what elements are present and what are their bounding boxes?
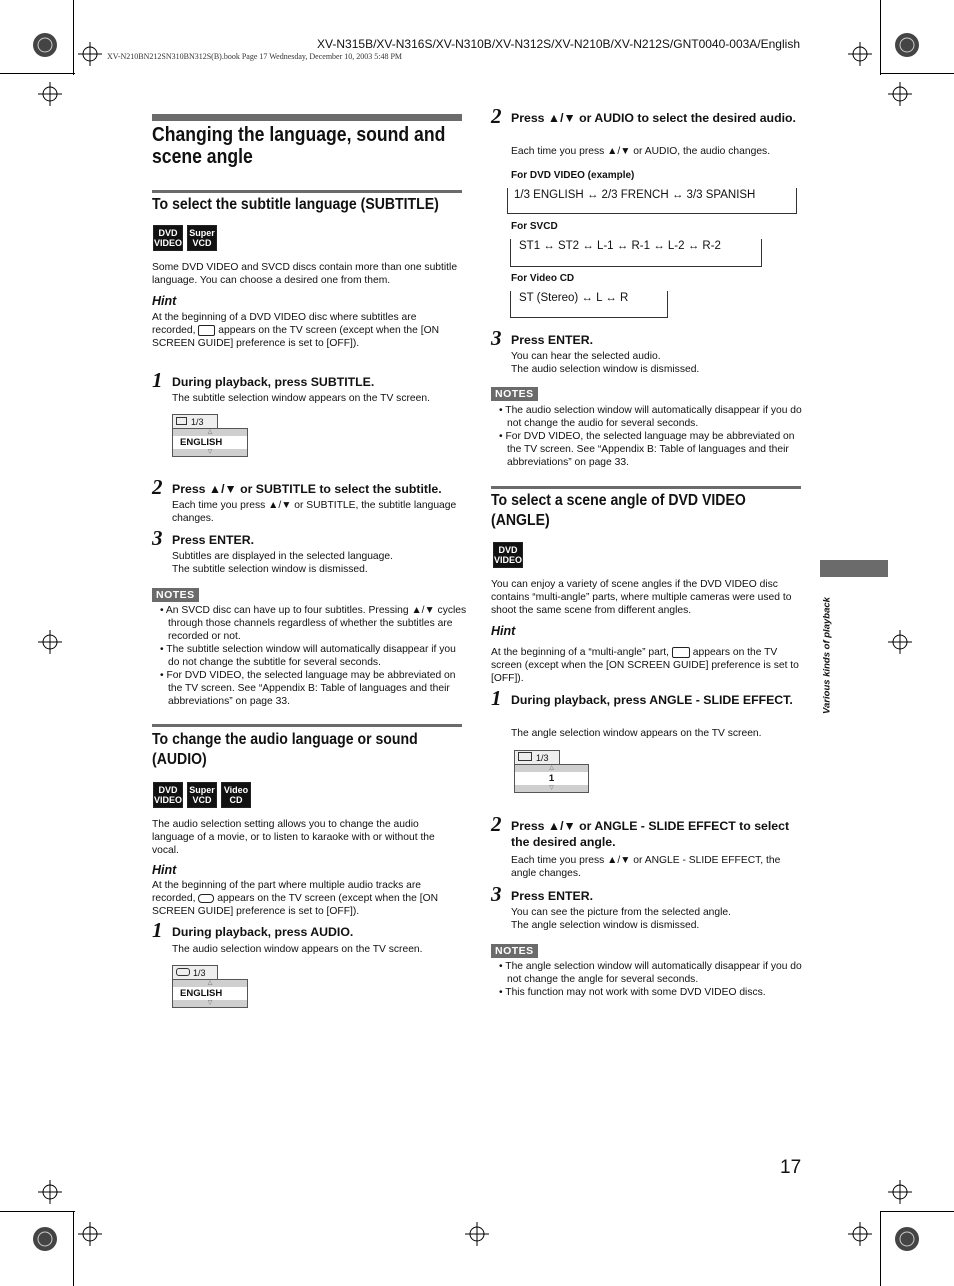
notes-label: NOTES	[152, 588, 199, 602]
step-number: 3	[491, 882, 502, 906]
step-number: 2	[491, 812, 502, 836]
section-rule	[491, 486, 801, 489]
side-label: Various kinds of playback	[821, 597, 833, 714]
section-tab	[820, 560, 888, 577]
disc-logos	[493, 542, 523, 568]
crosshair-icon	[888, 82, 912, 106]
hint-label: Hint	[491, 624, 516, 638]
osd-count: 1/3	[193, 968, 206, 978]
step-description: You can hear the selected audio. The audio selection window is dismissed.	[511, 351, 700, 375]
subtitle-intro: Some DVD VIDEO and SVCD discs contain more than one subtitle language. You can choose a desired one from them.	[152, 262, 458, 286]
model-header: XV-N315B/XV-N316S/XV-N310B/XV-N312S/XV-N210B/XV-N212S/GNT0040-003A/English	[317, 37, 800, 51]
up-arrow-icon: △	[173, 429, 247, 436]
disc-logos	[153, 782, 251, 808]
dvd-video-logo: DVD VIDEO	[153, 225, 183, 251]
list-item: • The angle selection window will automatically disappear if you do not change the angle for several seconds.	[499, 961, 802, 985]
notes-list	[152, 604, 470, 708]
super-vcd-logo: Super VCD	[187, 225, 217, 251]
subtitle-osd-window	[172, 414, 248, 457]
down-arrow-icon: ▽	[173, 1000, 247, 1007]
step-description: Subtitles are displayed in the selected language. The subtitle selection window is dismissed.	[172, 551, 393, 575]
angle-hint: At the beginning of a “multi-angle” part, appears on the TV screen (except when the [ON SCREEN GUIDE] preference is set to [OFF]).	[491, 647, 799, 684]
audio-osd-window	[172, 965, 248, 1008]
list-item: • The subtitle selection window will automatically disappear if you do not change the subtitle for several seconds.	[160, 644, 456, 668]
step-description: Each time you press ▲/▼ or AUDIO, the audio changes.	[511, 146, 771, 157]
step-instruction: Press ENTER.	[511, 333, 594, 347]
title-bar	[152, 114, 462, 121]
notes-label: NOTES	[491, 944, 538, 958]
step-instruction: Press ▲/▼ or AUDIO to select the desired audio.	[511, 111, 796, 125]
crosshair-icon	[848, 42, 872, 66]
section-rule	[152, 724, 462, 727]
notes-label: NOTES	[491, 387, 538, 401]
step-description: Each time you press ▲/▼ or SUBTITLE, the subtitle language changes.	[172, 500, 457, 524]
list-item: • This function may not work with some DVD VIDEO discs.	[499, 987, 766, 998]
crosshair-icon	[78, 1222, 102, 1246]
registration-target-icon	[31, 1225, 59, 1253]
list-item: • The audio selection window will automatically disappear if you do not change the audio for several seconds.	[499, 405, 802, 429]
down-arrow-icon: ▽	[173, 449, 247, 456]
step-instruction: During playback, press AUDIO.	[172, 925, 354, 939]
angle-heading: To select a scene angle of DVD VIDEO (ANGLE)	[491, 492, 746, 529]
page-number: 17	[780, 1157, 802, 1178]
list-item: • For DVD VIDEO, the selected language may be abbreviated on the TV screen. See “Appendix B: Table of languages and their abbreviations” on page 33.	[499, 431, 795, 468]
step-description: The angle selection window appears on the TV screen.	[511, 728, 762, 739]
flow-dvd: 1/3 ENGLISH ↔ 2/3 FRENCH ↔ 3/3 SPANISH	[507, 188, 797, 214]
crosshair-icon	[848, 1222, 872, 1246]
step-number: 2	[152, 475, 163, 499]
subtitle-hint: At the beginning of a DVD VIDEO disc where subtitles are recorded, appears on the TV screen (except when the [ON SCREEN GUIDE] preference is set to [OFF]).	[152, 312, 440, 349]
audio-hint: At the beginning of the part where multiple audio tracks are recorded, appears on the TV screen (except when the [ON SCREEN GUIDE] preference is set to [OFF]).	[152, 880, 439, 917]
step-instruction: Press ENTER.	[511, 889, 594, 903]
registration-target-icon	[893, 1225, 921, 1253]
list-item: • For DVD VIDEO, the selected language may be abbreviated on the TV screen. See “Appendix B: Table of languages and their abbreviations” on page 33.	[160, 670, 456, 707]
audio-intro: The audio selection setting allows you to change the audio language of a movie, or to listen to karaoke with or without the vocal.	[152, 819, 435, 856]
hint-label: Hint	[152, 294, 177, 308]
crosshair-icon	[888, 630, 912, 654]
disc-logos	[153, 225, 217, 251]
step-number: 3	[152, 526, 163, 550]
notes-list	[491, 960, 809, 999]
list-item: • An SVCD disc can have up to four subtitles. Pressing ▲/▼ cycles through those channels regardless of whether the subtitles are recorded or not.	[160, 605, 467, 642]
dvd-video-logo: DVD VIDEO	[493, 542, 523, 568]
step-instruction: Press ▲/▼ or SUBTITLE to select the subtitle.	[172, 482, 442, 496]
osd-value: ENGLISH	[180, 988, 223, 999]
flow-label: For SVCD	[511, 221, 558, 232]
step-description: The subtitle selection window appears on the TV screen.	[172, 393, 430, 404]
registration-target-icon	[893, 31, 921, 59]
flow-vcd: ST (Stereo) ↔ L ↔ R	[510, 291, 668, 318]
hint-label: Hint	[152, 863, 177, 877]
notes-list	[491, 404, 809, 469]
flow-label: For DVD VIDEO (example)	[511, 170, 635, 181]
step-number: 1	[152, 918, 163, 942]
step-instruction: Press ENTER.	[172, 533, 255, 547]
subtitle-heading: To select the subtitle language (SUBTITLE)	[152, 196, 439, 213]
step-instruction: Press ▲/▼ or ANGLE - SLIDE EFFECT to select the desired angle.	[511, 819, 790, 849]
angle-osd-window	[514, 750, 589, 793]
osd-value: 1	[548, 773, 555, 784]
up-arrow-icon: △	[515, 765, 588, 772]
video-cd-logo: Video CD	[221, 782, 251, 808]
step-number: 2	[491, 104, 502, 128]
angle-intro: You can enjoy a variety of scene angles if the DVD VIDEO disc contains “multi-angle” parts, where multiple cameras were used to shoot the same scene from different angles.	[491, 579, 792, 616]
step-description: You can see the picture from the selected angle. The angle selection window is dismissed.	[511, 907, 732, 931]
osd-count: 1/3	[536, 753, 549, 763]
step-description: The audio selection window appears on the TV screen.	[172, 944, 423, 955]
dvd-video-logo: DVD VIDEO	[153, 782, 183, 808]
step-instruction: During playback, press ANGLE - SLIDE EFFECT.	[511, 693, 793, 707]
step-number: 1	[491, 686, 502, 710]
osd-count: 1/3	[191, 417, 204, 427]
step-number: 1	[152, 368, 163, 392]
up-arrow-icon: △	[173, 980, 247, 987]
super-vcd-logo: Super VCD	[187, 782, 217, 808]
section-rule	[152, 190, 462, 193]
flow-label: For Video CD	[511, 273, 575, 284]
down-arrow-icon: ▽	[515, 785, 588, 792]
flow-svcd: ST1 ↔ ST2 ↔ L-1 ↔ R-1 ↔ L-2 ↔ R-2	[510, 239, 762, 267]
audio-icon	[198, 894, 214, 903]
camera-icon	[672, 647, 690, 658]
crosshair-icon	[38, 630, 62, 654]
crosshair-icon	[38, 1180, 62, 1204]
crosshair-icon	[888, 1180, 912, 1204]
osd-value: ENGLISH	[180, 437, 223, 448]
crosshair-icon	[465, 1222, 489, 1246]
page-title: Changing the language, sound and scene angle	[152, 124, 446, 168]
audio-heading: To change the audio language or sound (AUDIO)	[152, 731, 418, 768]
step-instruction: During playback, press SUBTITLE.	[172, 375, 375, 389]
subtitle-icon	[198, 325, 215, 336]
crosshair-icon	[38, 82, 62, 106]
file-info: XV-N210BN212SN310BN312S(B).book Page 17 Wednesday, December 10, 2003 5:48 PM	[107, 52, 403, 61]
step-number: 3	[491, 326, 502, 350]
step-description: Each time you press ▲/▼ or ANGLE - SLIDE EFFECT, the angle changes.	[511, 855, 781, 879]
